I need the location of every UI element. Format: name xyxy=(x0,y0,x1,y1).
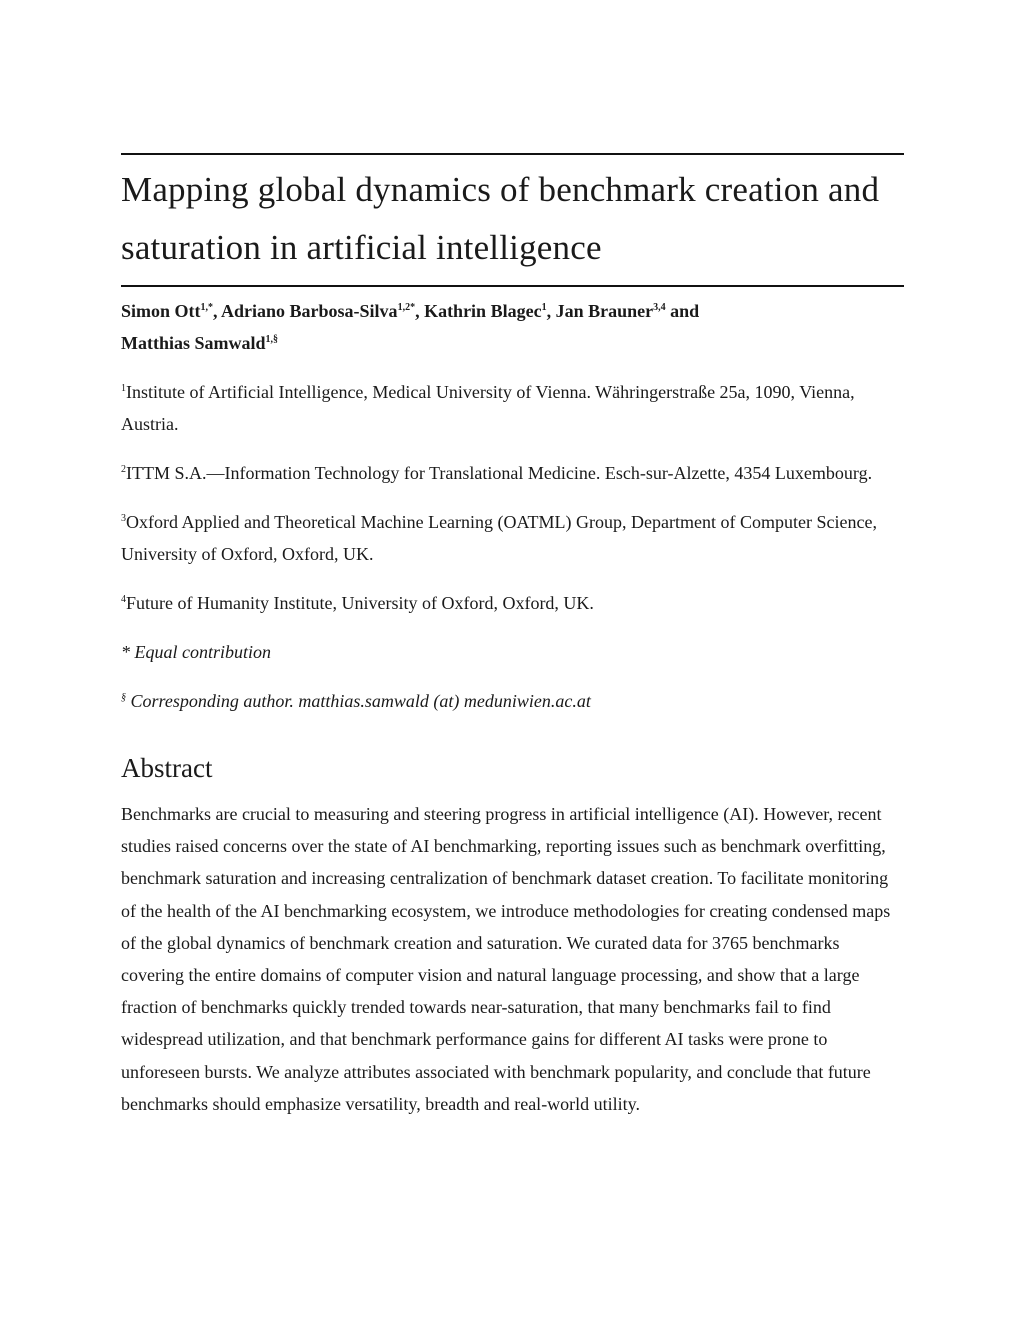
author: Kathrin Blagec$^1$, xyxy=(424,301,556,321)
bottom-rule xyxy=(121,285,904,287)
author: Simon Ott$^{1,*}$, xyxy=(121,301,222,321)
top-rule xyxy=(121,153,904,155)
affiliation: $^3$Oxford Applied and Theoretical Machine Learning (OATML) Group, Department of Computer Science, University of Oxford, Oxford, UK. xyxy=(121,512,877,564)
affiliation: $^4$Future of Humanity Institute, University of Oxford, Oxford, UK. xyxy=(121,593,594,613)
affiliation: $^2$ITTM S.A.—Information Technology for Translational Medicine. Esch-sur-Alzette, 4354 Luxembourg. xyxy=(121,463,873,483)
author: Matthias Samwald$^{1,\S}$ xyxy=(121,333,279,353)
equal-contribution-note: * Equal contribution xyxy=(121,642,271,662)
title-page xyxy=(121,153,904,1120)
author: Adriano Barbosa-Silva$^{1,2*}$, xyxy=(221,301,425,321)
author-list xyxy=(121,295,904,359)
corresponding-author-note: § Corresponding author. matthias.samwald (at) meduniwien.ac.at xyxy=(121,691,591,711)
author: Jan Brauner$^{3,4}$ and xyxy=(555,301,700,321)
abstract-text: Benchmarks are crucial to measuring and steering progress in artificial intelligence (AI). However, recent studies raised concerns over the state of AI benchmarking, reporting issues such as benchmark overfitting, benchmark saturation and increasing centralization of benchmark dataset creation. To facilitate monitoring of the health of the AI benchmarking ecosystem, we introduce methodologies for creating condensed maps of the global dynamics of benchmark creation and saturation. We curated data for 3765 benchmarks covering the entire domains of computer vision and natural language processing, and show that a large fraction of benchmarks quickly trended towards near-saturation, that many benchmarks fail to find widespread utilization, and that benchmark performance gains for different AI tasks were prone to unforeseen bursts. We analyze attributes associated with benchmark popularity, and conclude that future benchmarks should emphasize versatility, breadth and real-world utility. xyxy=(121,804,891,1114)
affiliation: $^1$Institute of Artificial Intelligence, Medical University of Vienna. Währingerstraße 25a, 1090, Vienna, Austria. xyxy=(121,382,855,434)
paper-title: Mapping global dynamics of benchmark creation and saturation in artificial intelligence xyxy=(121,170,880,267)
abstract-heading: Abstract xyxy=(121,753,213,783)
